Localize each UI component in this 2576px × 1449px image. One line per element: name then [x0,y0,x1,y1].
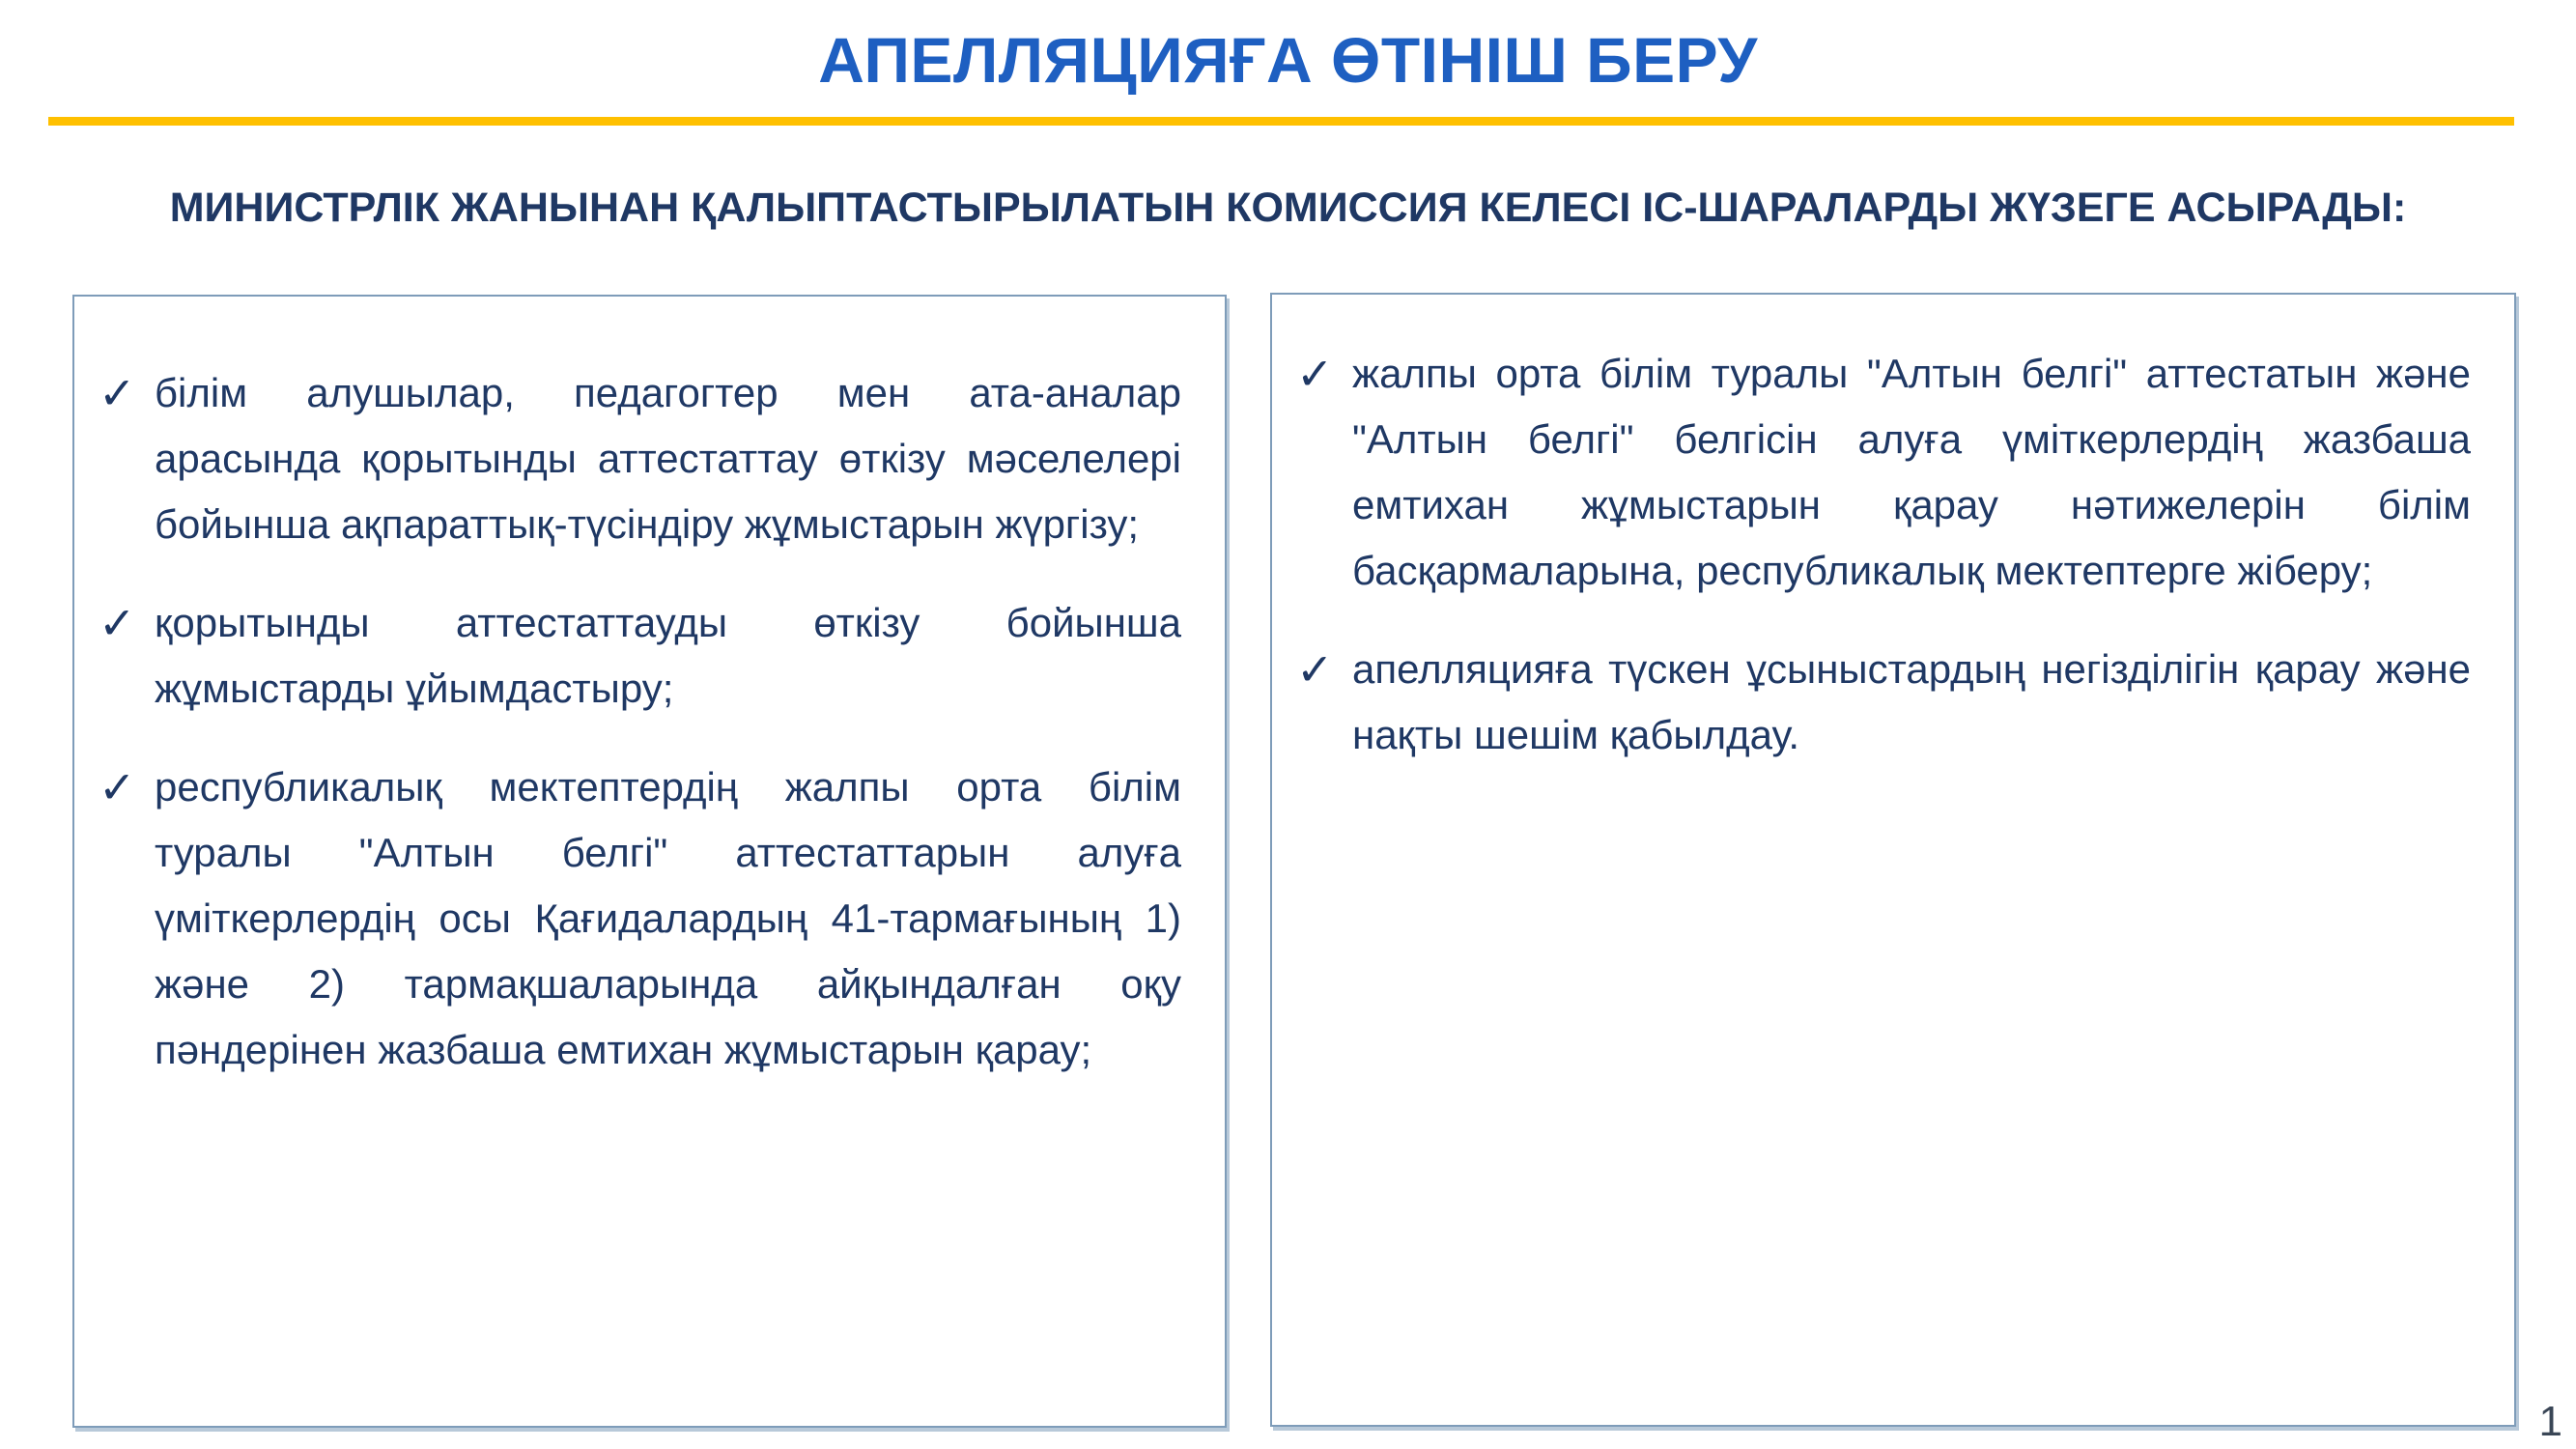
bullet-text: білім алушылар, педагогтер мен ата-аналар арасында қорытынды аттестаттау өткізу мәселелері бойынша ақпараттық-түсіндіру жұмыстарын жүргізу; [155,370,1181,547]
check-icon: ✓ [1296,349,1334,399]
list-item [1296,341,2471,604]
list-item [99,590,1181,722]
subtitle: МИНИСТРЛІК ЖАНЫНАН ҚАЛЫПТАСТЫРЫЛАТЫН КОМИССИЯ КЕЛЕСІ ІС-ШАРАЛАРДЫ ЖҮЗЕГЕ АСЫРАДЫ: [169,185,2407,231]
bullet-text: қорытынды аттестаттауды өткізу бойынша жұмыстарды ұйымдастыру; [155,600,1181,711]
list-item [1296,637,2471,768]
check-icon: ✓ [99,762,136,812]
page-title: АПЕЛЛЯЦИЯҒА ӨТІНІШ БЕРУ [818,24,1758,96]
left-bullet-list [99,360,1181,1083]
right-bullet-list [1296,341,2471,768]
title-underline [48,117,2514,126]
list-item [99,754,1181,1083]
bullet-text: жалпы орта білім туралы "Алтын белгі" аттестатын және "Алтын белгі" белгісін алуға үміткерлердің жазбаша емтихан жұмыстарын қарау нәтижелерін білім басқармаларына, республикалық мектептерге жіберу; [1352,351,2471,593]
bullet-text: республикалық мектептердің жалпы орта білім туралы "Алтын белгі" аттестаттарын алуға үміткерлердің осы Қағидалардың 41-тармағының 1) және 2) тармақшаларында айқындалған оқу пәндерінен жазбаша емтихан жұмыстарын қарау; [155,764,1181,1072]
check-icon: ✓ [1296,644,1334,695]
right-panel [1270,293,2516,1427]
bullet-text: апелляцияға түскен ұсыныстардың негізділігін қарау және нақты шешім қабылдау. [1352,646,2471,757]
check-icon: ✓ [99,368,136,418]
list-item [99,360,1181,557]
check-icon: ✓ [99,598,136,648]
page-number: 1 [2538,1398,2562,1445]
left-panel [72,295,1227,1428]
